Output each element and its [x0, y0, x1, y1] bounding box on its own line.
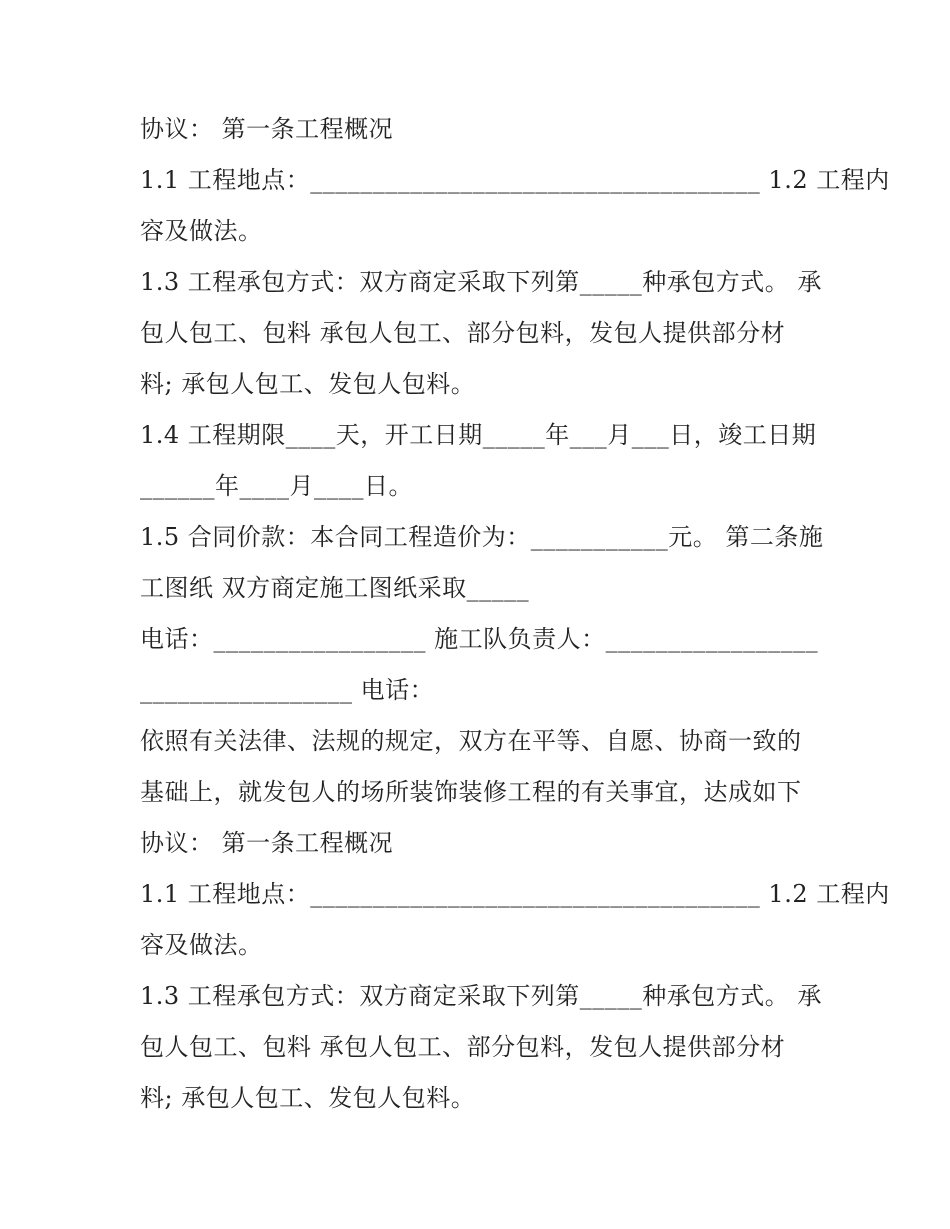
text-line: 1.1 工程地点：____________________________________ 1.2 工程内 — [140, 166, 890, 194]
text-line: 协议： 第一条工程概况 — [140, 829, 394, 857]
text-line: 包人包工、包料 承包人包工、部分包料，发包人提供部分材 — [140, 1033, 786, 1061]
text-line: 1.3 工程承包方式：双方商定采取下列第_____种承包方式。 承 — [140, 982, 822, 1010]
text-line: 1.3 工程承包方式：双方商定采取下列第_____种承包方式。 承 — [140, 268, 822, 296]
text-line: 料; 承包人包工、发包人包料。 — [140, 1084, 476, 1112]
text-line: 1.1 工程地点：____________________________________ 1.2 工程内 — [140, 880, 890, 908]
text-line: 协议： 第一条工程概况 — [140, 115, 394, 143]
text-line: 料; 承包人包工、发包人包料。 — [140, 370, 476, 398]
text-line: 包人包工、包料 承包人包工、部分包料，发包人提供部分材 — [140, 319, 786, 347]
text-line: 1.4 工程期限____天，开工日期_____年___月___日，竣工日期 — [140, 421, 817, 449]
text-line: 容及做法。 — [140, 931, 263, 959]
text-line: _________________ 电话： — [140, 676, 435, 704]
document-body — [140, 104, 890, 1124]
text-line: 依照有关法律、法规的规定，双方在平等、自愿、协商一致的 — [140, 727, 802, 755]
text-line: 工图纸 双方商定施工图纸采取_____ — [140, 574, 530, 602]
text-line: 容及做法。 — [140, 217, 263, 245]
text-line: ______年____月____日。 — [140, 472, 413, 500]
text-line: 电话：_________________ 施工队负责人：_________________ — [140, 625, 819, 653]
text-line: 基础上，就发包人的场所装饰装修工程的有关事宜，达成如下 — [140, 778, 802, 806]
text-line: 1.5 合同价款：本合同工程造价为：___________元。 第二条施 — [140, 523, 824, 551]
